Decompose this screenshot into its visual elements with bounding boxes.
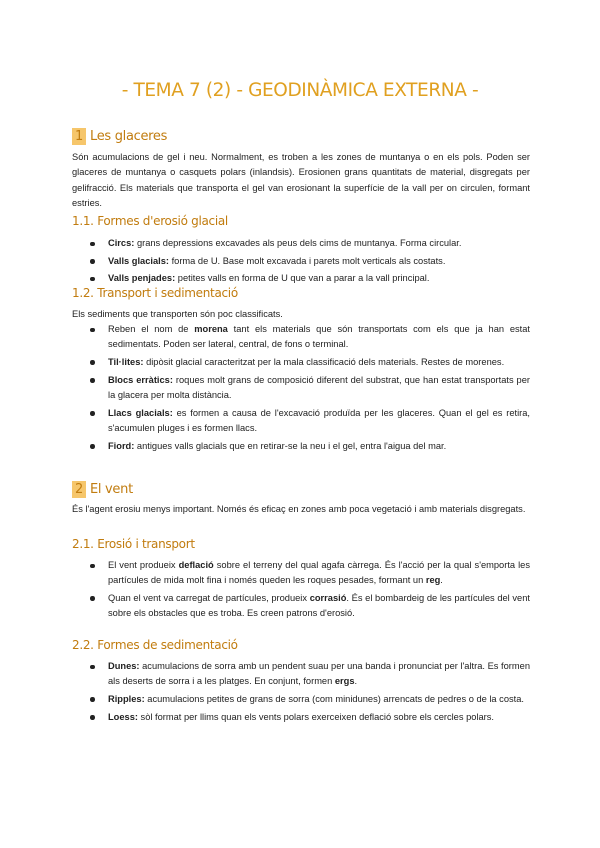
definition: petites valls en forma de U que van a parar a la vall principal.: [175, 273, 430, 284]
section-title: Les glaceres: [89, 129, 168, 144]
list-item: [90, 710, 530, 725]
section-intro-glaceres: Són acumulacions de gel i neu. Normalment, es troben a les zones de muntanya o en els pols. Poden ser glaceres de muntanya o casquets polars (inlandsis). Erosionen grans quantitats de material, disgregats per gelifracció. Els materials que transporta el gel van erosionant la superfície de la vall per on circulen, formant estries.: [72, 152, 530, 208]
list-item: [90, 271, 530, 286]
term: Fiord:: [108, 440, 135, 451]
section-heading-vent: [72, 481, 133, 498]
term: Dunes:: [108, 661, 140, 671]
text: Reben el nom de: [108, 324, 195, 334]
term: reg: [425, 575, 441, 586]
definition: es formen a causa de l'excavació produïda per les glaceres. Quan el gel es retira, s'acumulen pluges i es formen llacs.: [108, 407, 530, 433]
page-title: - TEMA 7 (2) - GEODINÀMICA EXTERNA -: [121, 80, 479, 101]
definition: roques molt grans de composició diferent del substrat, que han estat transportats per la glacera per molta distància.: [108, 374, 530, 400]
list-item: [90, 355, 530, 370]
term: Til·lites:: [108, 356, 144, 367]
list-item: [90, 591, 530, 622]
subsection-heading-erosio-glacial: 1.1. Formes d'erosió glacial: [72, 214, 228, 228]
list-item: [90, 659, 530, 690]
definition: forma de U. Base molt excavada i parets molt verticals als costats.: [168, 255, 446, 266]
definition: grans depressions excavades als peus dels cims de muntanya. Forma circular.: [134, 238, 462, 248]
term: ergs: [334, 676, 355, 687]
definition: acumulacions petites de grans de sorra (com minidunes) arrencats de pedres o de la costa.: [144, 693, 524, 704]
definition: dipòsit glacial caracteritzat per la mala classificació dels materials. Restes de morenes.: [143, 356, 505, 367]
subsection-intro-transport: Els sediments que transporten són poc classificats.: [72, 309, 283, 319]
list-item: [90, 406, 530, 437]
term: Llacs glacials:: [108, 407, 173, 418]
text: . És el bombardeig de les partícules del vent sobre els obstacles que es troba. Es creen patrons d'erosió.: [108, 592, 530, 619]
section-title: El vent: [89, 482, 133, 497]
term: corrasió: [309, 592, 347, 603]
term: morena: [194, 324, 228, 334]
text: .: [440, 575, 443, 586]
section-number: 1: [72, 128, 86, 145]
list-erosio-transport: [90, 558, 530, 624]
term: Loess:: [108, 711, 138, 722]
text: tant els materials que són transportats com els que ja han estat sedimentats. Poden ser lateral, central, de fons o terminal.: [108, 324, 531, 350]
list-item: [90, 373, 530, 404]
list-transport: [90, 322, 530, 456]
term: Blocs erràtics:: [108, 374, 173, 385]
term: deflació: [178, 560, 214, 570]
subsection-heading-sedimentacio: 2.2. Formes de sedimentació: [72, 638, 238, 652]
list-item: [90, 236, 530, 251]
text: Quan el vent va carregat de partícules, produeix: [108, 592, 310, 603]
subsection-heading-erosio-transport: 2.1. Erosió i transport: [72, 537, 195, 551]
term: Valls glacials:: [108, 255, 169, 266]
list-item: [90, 254, 530, 269]
subsection-heading-transport: 1.2. Transport i sedimentació: [72, 286, 238, 300]
list-item: [90, 692, 530, 707]
term: Ripples:: [108, 693, 145, 704]
definition: antigues valls glacials que en retirar-se la neu i el gel, entra l'aigua del mar.: [134, 440, 447, 451]
list-item: [90, 439, 530, 454]
text: El vent produeix: [108, 560, 179, 570]
text: acumulacions de sorra amb un pendent suau per una banda i pronunciat per l'altra. Es formen als deserts de sorra i a les platges. En conjunt, formen: [108, 661, 530, 687]
term: Circs:: [108, 238, 135, 248]
text: .: [354, 676, 358, 687]
section-heading-glaceres: [72, 128, 167, 145]
list-sedimentacio: [90, 659, 530, 727]
text: sobre el terreny del qual agafa càrrega. És l'acció per la qual s'emporta les partícules de mida molt fina i només queden les roques pesades, formant un: [108, 560, 530, 586]
list-item: [90, 558, 530, 589]
section-intro-vent: És l'agent erosiu menys important. Només és eficaç en zones amb poca vegetació i amb materials disgregats.: [72, 504, 526, 514]
list-erosio-glacial: [90, 236, 530, 289]
term: Valls penjades:: [108, 273, 176, 284]
list-item: [90, 322, 530, 353]
definition: sòl format per llims quan els vents polars exerceixen deflació sobre els cercles polars.: [137, 711, 494, 722]
section-number: 2: [72, 481, 86, 498]
